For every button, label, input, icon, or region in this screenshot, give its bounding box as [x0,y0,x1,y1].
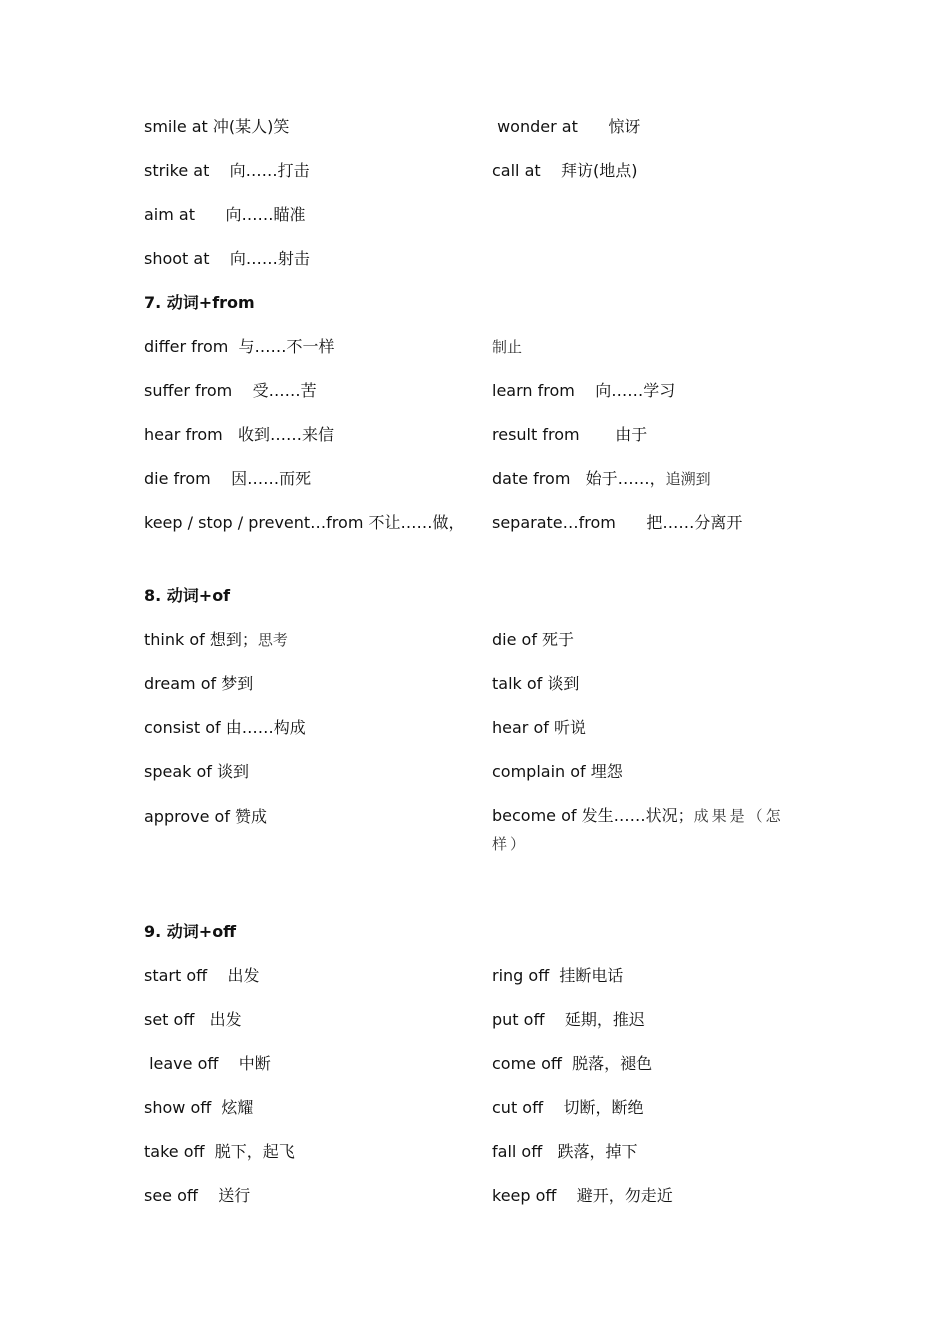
phrase-right: ring off 挂断电话 [492,966,624,985]
phrase-left: start off 出发 [144,966,260,985]
section-heading-row [0,581,950,611]
phrase-right: call at 拜访(地点) [492,161,638,180]
phrase-left: dream of 梦到 [144,674,254,693]
phrase-left: leave off 中断 [144,1054,271,1073]
section-heading-row [0,288,950,318]
phrase-row [0,625,950,655]
phrase-right [492,464,711,494]
phrase-left: strike at 向……打击 [144,161,310,180]
phrase-row [0,1137,950,1167]
section-heading: 9. 动词+off [144,922,237,941]
phrase-left: consist of 由……构成 [144,718,306,737]
phrase-right: separate…from 把……分离开 [492,513,743,532]
phrase-row [0,420,950,450]
phrase-row [0,1093,950,1123]
phrase-left-text: think of 想到； [144,630,258,649]
phrase-right: keep off 避开，勿走近 [492,1186,673,1205]
phrase-left: smile at 冲(某人)笑 [144,117,290,136]
phrase-right-serif: 制止 [492,338,523,356]
phrase-left [144,625,288,655]
phrase-left: aim at 向……瞄准 [144,205,306,224]
phrase-row [0,376,950,406]
phrase-row [0,757,950,787]
phrase-left: die from 因……而死 [144,469,312,488]
phrase-left: take off 脱下，起飞 [144,1142,295,1161]
phrase-right: result from 由于 [492,425,648,444]
phrase-row [0,464,950,494]
phrase-left: differ from 与……不一样 [144,337,335,356]
phrase-right: cut off 切断，断绝 [492,1098,644,1117]
section-heading-row [0,917,950,947]
phrase-right [492,332,522,362]
phrase-left: see off 送行 [144,1186,251,1205]
phrase-row [0,713,950,743]
phrase-row [0,1005,950,1035]
phrase-row [0,961,950,991]
phrase-row [0,1049,950,1079]
phrase-left: hear from 收到……来信 [144,425,334,444]
phrase-row [0,244,950,274]
phrase-right-serif: 追溯到 [665,470,711,488]
phrase-row [0,200,950,230]
phrase-row [0,156,950,186]
phrase-left: shoot at 向……射击 [144,249,310,268]
phrase-right: fall off 跌落，掉下 [492,1142,638,1161]
phrase-left: suffer from 受……苦 [144,381,317,400]
phrase-row [0,508,950,538]
phrase-row [0,1181,950,1211]
phrase-right: hear of 听说 [492,718,586,737]
phrase-right [492,802,812,858]
phrase-row [0,802,950,862]
section-heading: 8. 动词+of [144,586,231,605]
phrase-left: keep / stop / prevent…from 不让……做， [144,513,465,532]
phrase-right-serif: 成果是（怎样） [492,807,784,853]
phrase-right: put off 延期，推迟 [492,1010,645,1029]
phrase-left-serif: 思考 [257,631,288,649]
phrase-right: come off 脱落，褪色 [492,1054,653,1073]
phrase-right: die of 死于 [492,630,575,649]
phrase-right: complain of 埋怨 [492,762,623,781]
phrase-row [0,112,950,142]
phrase-left: approve of 赞成 [144,807,268,826]
phrase-right-text: become of 发生……状况； [492,806,694,825]
phrase-row [0,332,950,362]
section-heading: 7. 动词+from [144,293,255,312]
phrase-left: set off 出发 [144,1010,242,1029]
phrase-right: learn from 向……学习 [492,381,676,400]
phrase-right-text: date from 始于……， [492,469,666,488]
phrase-row [0,669,950,699]
phrase-right: wonder at 惊讶 [492,117,641,136]
phrase-right: talk of 谈到 [492,674,580,693]
phrase-left: speak of 谈到 [144,762,250,781]
phrase-left: show off 炫耀 [144,1098,254,1117]
